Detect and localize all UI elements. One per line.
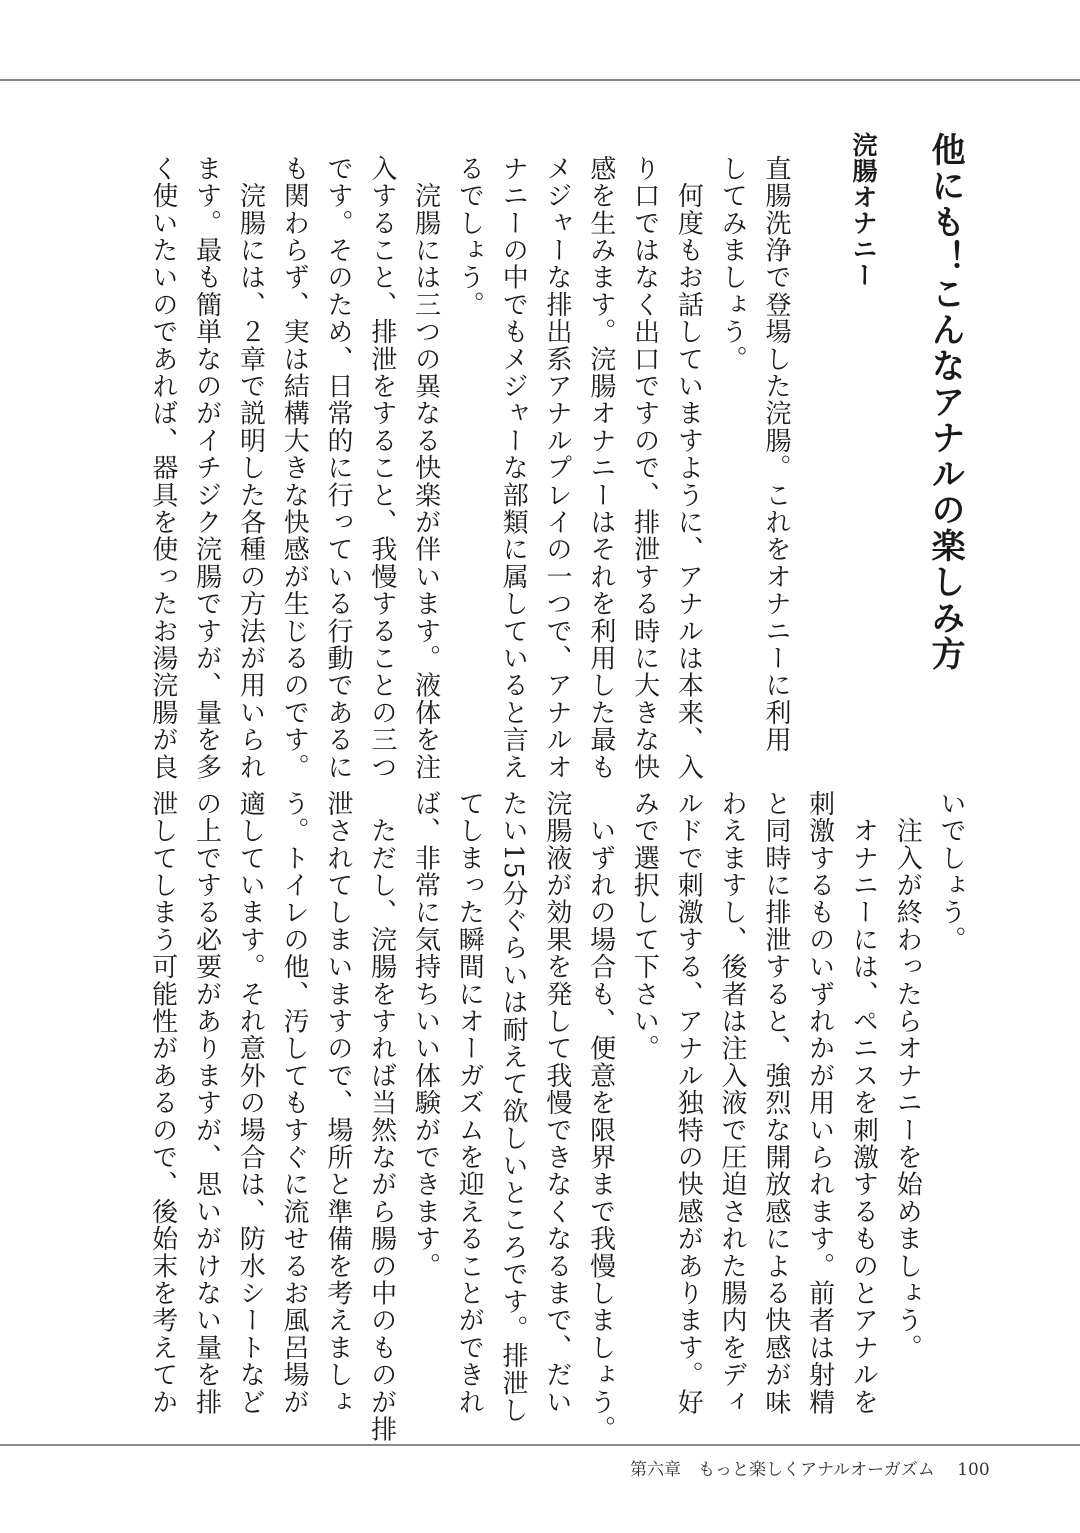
section-heading: 浣腸オナニー — [849, 132, 878, 288]
text-column: オナニーには、ペニスを刺激するものとアナルを — [848, 790, 879, 1416]
text-column: 浣腸には、２章で説明した各種の方法が用いられ — [235, 155, 266, 781]
text-column: 感を生みます。浣腸オナニーはそれを利用した最も — [585, 155, 616, 781]
text-column: 直腸洗浄で登場した浣腸。これをオナニーに利用 — [761, 155, 791, 754]
text-column: の上でする必要がありますが、思いがけない量を排 — [191, 790, 222, 1416]
text-column: 刺激するものいずれかが用いられます。前者は射精 — [804, 790, 835, 1416]
text-column: 注入が終わったらオナニーを始めましょう。 — [892, 790, 923, 1362]
page-number: 100 — [957, 1460, 990, 1480]
page-title: 他にも！こんなアナルの楽しみ方 — [925, 132, 965, 672]
text-column: 泄されてしまいますので、場所と準備を考えましょ — [322, 790, 353, 1416]
text-column: く使いたいのであれば、器具を使ったお湯浣腸が良 — [147, 155, 178, 781]
running-footer — [630, 1455, 990, 1480]
text-column: 浣腸には三つの異なる快楽が伴います。液体を注 — [410, 155, 441, 781]
chapter-label: 第六章 — [630, 1460, 681, 1480]
text-column: てしまった瞬間にオーガズムを迎えることができれ — [454, 790, 485, 1416]
text-column: 入すること、排泄をすること、我慢することの三つ — [366, 155, 397, 781]
text-column: も関わらず、実は結構大きな快感が生じるのです。 — [279, 155, 310, 781]
bottom-rule — [0, 1444, 1080, 1446]
text-column: 何度もお話していますように、アナルは本来、入 — [673, 155, 704, 781]
text-column: みで選択して下さい。 — [629, 790, 660, 1062]
text-column: ナニーの中でもメジャーな部類に属していると言え — [498, 155, 529, 781]
text-column: 浣腸液が効果を発して我慢できなくなるまで、だい — [541, 790, 572, 1416]
text-column: 適しています。それ意外の場合は、防水シートなど — [235, 790, 266, 1416]
body-text-lower — [140, 790, 972, 1443]
text-column: るでしょう。 — [454, 155, 485, 319]
top-rule — [0, 79, 1080, 81]
text-column: たい15分ぐらいは耐えて欲しいところです。排泄し — [498, 790, 529, 1424]
text-column: ただし、浣腸をすれば当然ながら腸の中のものが排 — [366, 790, 397, 1443]
text-column: いでしょう。 — [936, 790, 966, 954]
text-column: ます。最も簡単なのがイチジク浣腸ですが、量を多 — [191, 155, 222, 781]
text-column: わえますし、後者は注入液で圧迫された腸内をディ — [717, 790, 748, 1416]
chapter-title: もっと楽しくアナルオーガズム — [698, 1460, 935, 1480]
text-column: してみましょう。 — [717, 155, 748, 373]
text-column: と同時に排泄すると、強烈な開放感による快感が味 — [760, 790, 791, 1416]
text-column: ルドで刺激する、アナル独特の快感があります。好 — [673, 790, 704, 1416]
text-column: う。トイレの他、汚してもすぐに流せるお風呂場が — [279, 790, 310, 1416]
text-column: 泄してしまう可能性があるので、後始末を考えてか — [147, 790, 178, 1416]
text-column: り口ではなく出口ですので、排泄する時に大きな快 — [629, 155, 660, 781]
text-column: ば、非常に気持ちいい体験ができます。 — [410, 790, 441, 1280]
text-column: いずれの場合も、便意を限界まで我慢しましょう。 — [585, 790, 616, 1443]
body-text-upper — [140, 155, 797, 781]
text-column: メジャーな排出系アナルプレイの一つで、アナルオ — [542, 155, 573, 781]
text-column: です。そのため、日常的に行っている行動であるに — [323, 155, 354, 781]
